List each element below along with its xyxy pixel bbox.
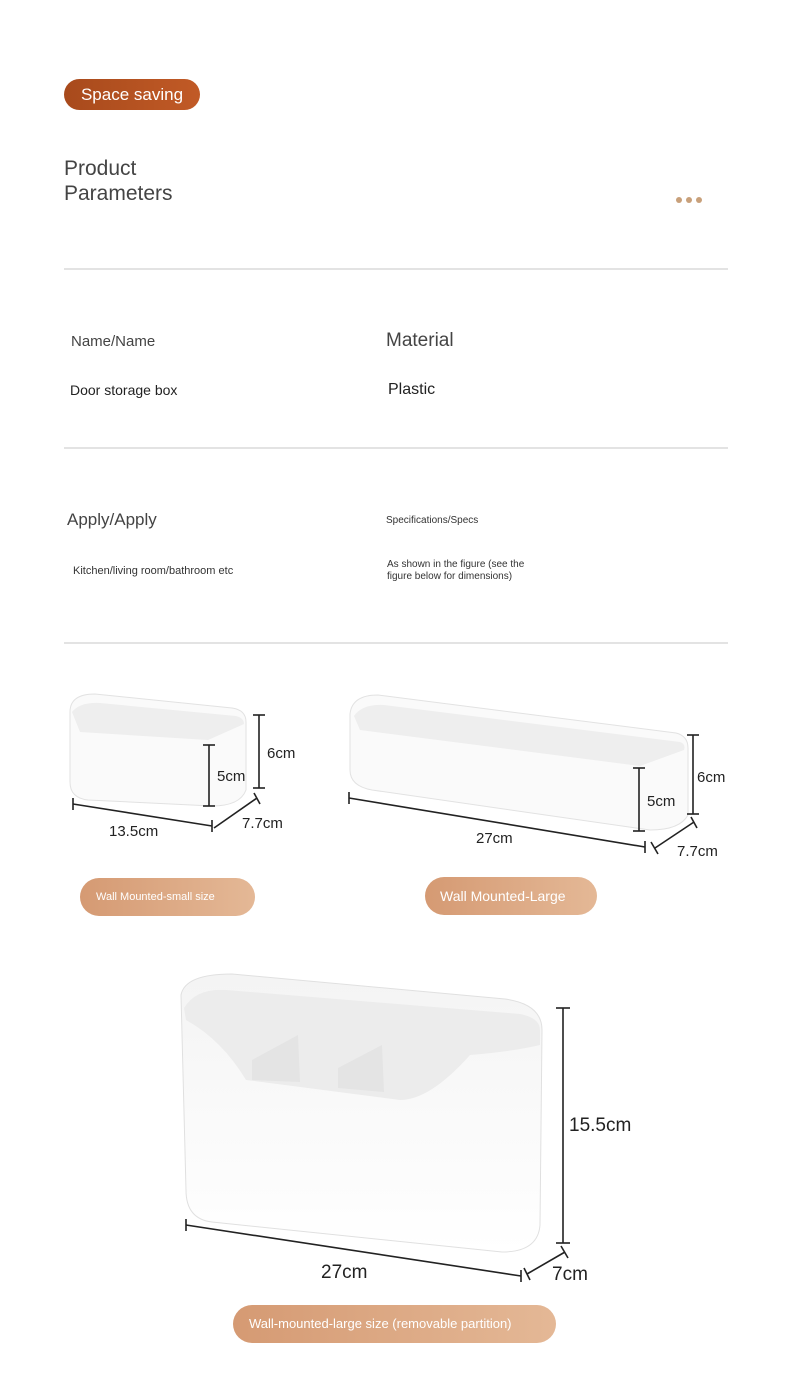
name-value: Door storage box — [70, 382, 178, 398]
material-value: Plastic — [388, 381, 436, 398]
large-box-image — [350, 695, 688, 830]
partition-width-label: 7cm — [552, 1264, 588, 1285]
partition-length-label: 27cm — [321, 1262, 368, 1283]
small-length-label: 13.5cm — [109, 823, 159, 840]
small-height-outer-label: 6cm — [267, 745, 296, 762]
large-width-label: 7.7cm — [677, 843, 718, 860]
title-line-2: Parameters — [64, 182, 173, 205]
material-label: Material — [386, 330, 454, 351]
specs-value-line-2: figure below for dimensions) — [387, 571, 513, 582]
small-width-label: 7.7cm — [242, 815, 283, 832]
name-label: Name/Name — [71, 333, 156, 350]
specs-label: Specifications/Specs — [386, 515, 479, 526]
large-length-label: 27cm — [476, 830, 513, 847]
title-line-1: Product — [64, 157, 137, 180]
small-box-image — [70, 694, 246, 806]
partition-size-tag: Wall-mounted-large size (removable partition) — [233, 1305, 556, 1343]
small-size-tag: Wall Mounted-small size — [80, 878, 255, 916]
space-saving-badge: Space saving — [64, 79, 200, 110]
apply-label: Apply/Apply — [67, 510, 157, 529]
large-size-tag: Wall Mounted-Large — [425, 877, 597, 915]
specs-value-line-1: As shown in the figure (see the — [387, 559, 525, 570]
large-height-inner-label: 5cm — [647, 793, 676, 810]
partition-box-image — [181, 974, 542, 1252]
apply-value: Kitchen/living room/bathroom etc — [73, 565, 234, 577]
small-height-inner-label: 5cm — [217, 768, 246, 785]
partition-height-label: 15.5cm — [569, 1115, 632, 1136]
large-height-outer-label: 6cm — [697, 769, 726, 786]
